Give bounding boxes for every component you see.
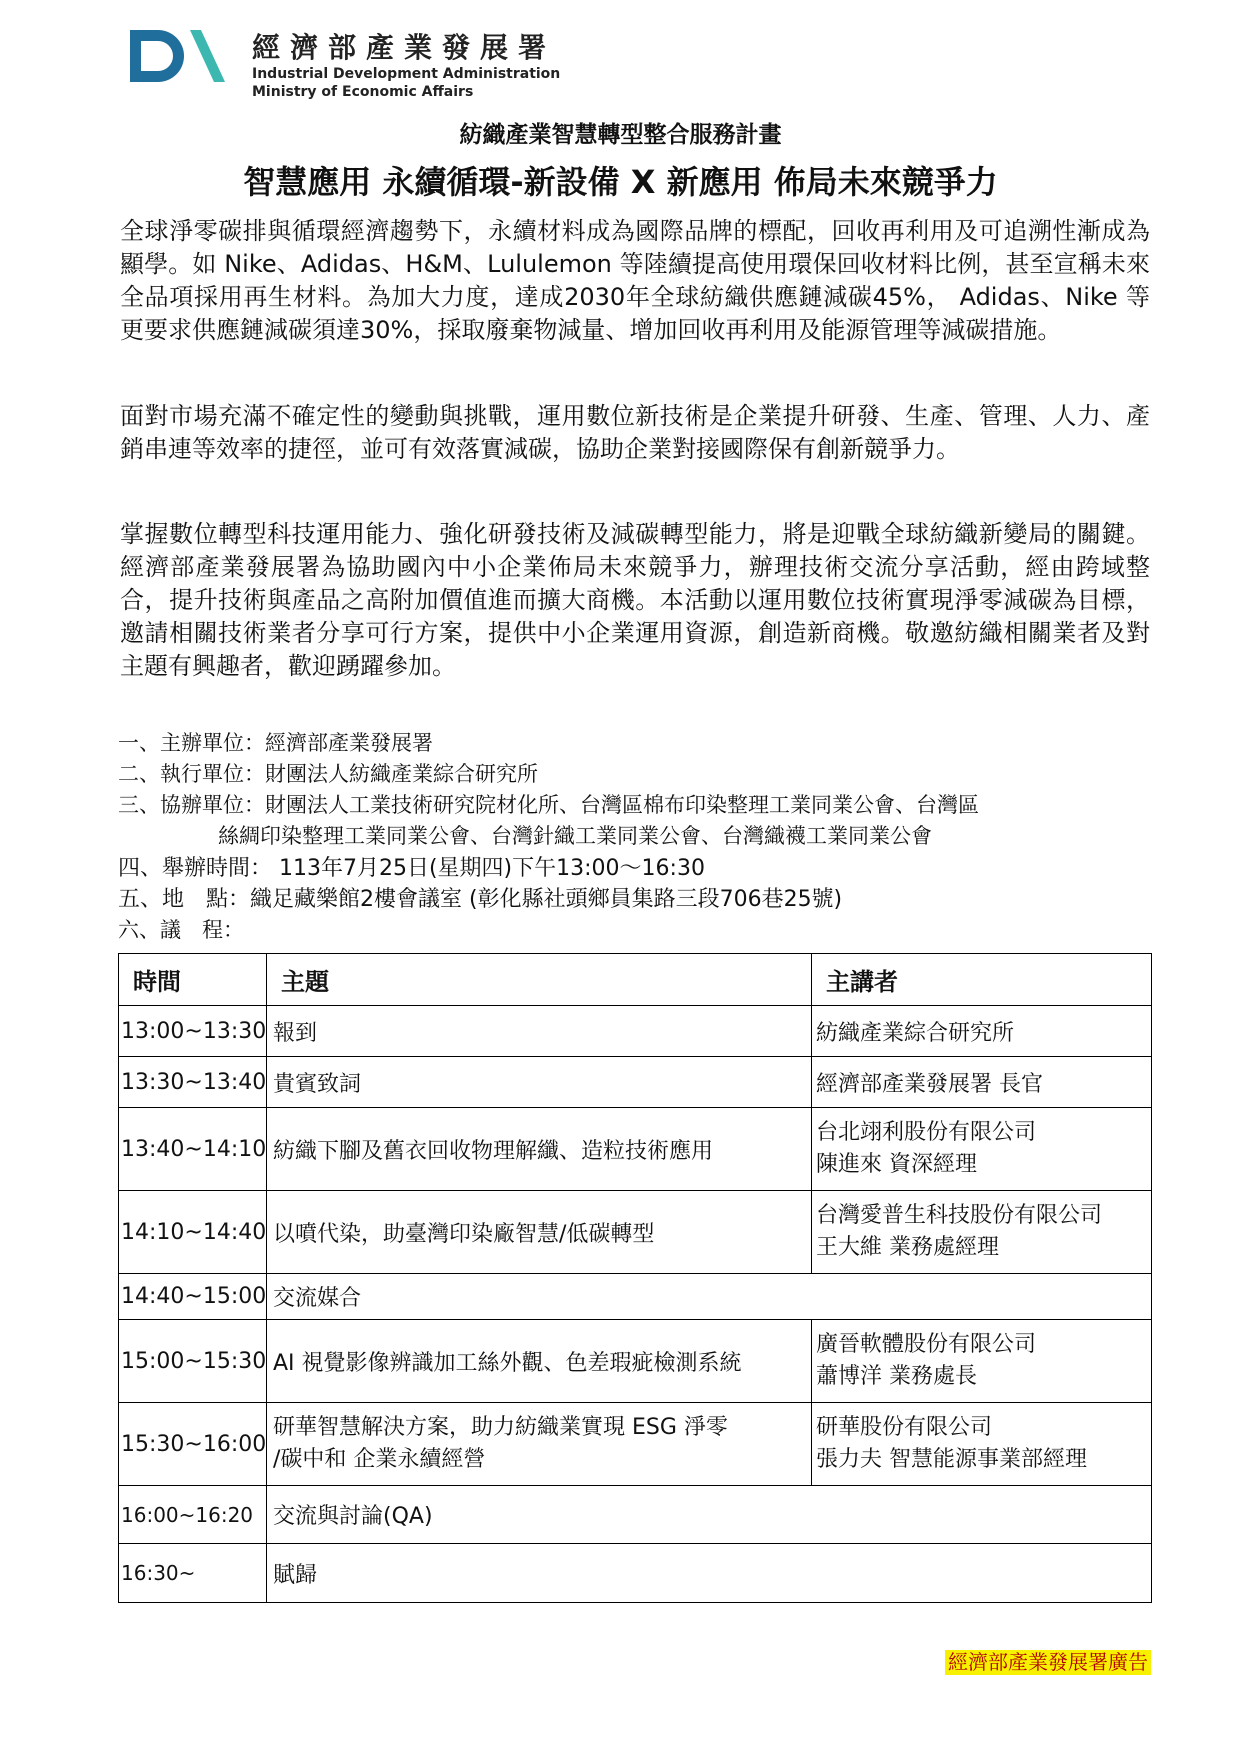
agenda-header-topic: 主題	[267, 954, 812, 1006]
speaker-company: 台北翊利股份有限公司	[816, 1120, 1037, 1145]
agenda-topic: 以噴代染，助臺灣印染廠智慧/低碳轉型	[267, 1191, 812, 1274]
speaker-person: 蕭博洋 業務處長	[816, 1364, 977, 1389]
table-row	[119, 1403, 1152, 1486]
agenda-time: 14:10~14:40	[119, 1191, 267, 1274]
agenda-header-speaker: 主講者	[812, 954, 1152, 1006]
table-row	[119, 1320, 1152, 1403]
agenda-table	[118, 953, 1152, 1603]
org-name-en-line2: Ministry of Economic Affairs	[252, 84, 474, 100]
agenda-time: 13:30~13:40	[119, 1057, 267, 1108]
agenda-speaker	[812, 1191, 1152, 1274]
agenda-topic	[267, 1403, 812, 1486]
agenda-topic: 紡織下腳及舊衣回收物理解纖、造粒技術應用	[267, 1108, 812, 1191]
agenda-header-row	[119, 954, 1152, 1006]
agenda-topic: 交流媒合	[267, 1274, 1152, 1320]
info-co-organizer-line2: 絲綢印染整理工業同業公會、台灣針織工業同業公會、台灣織襪工業同業公會	[218, 824, 932, 848]
agenda-time: 13:40~14:10	[119, 1108, 267, 1191]
info-location: 五、地 點：織足藏樂館2樓會議室 (彰化縣社頭鄉員集路三段706巷25號)	[118, 887, 843, 912]
org-logo	[128, 22, 568, 102]
agenda-time: 16:00~16:20	[119, 1486, 267, 1544]
agenda-speaker	[812, 1403, 1152, 1486]
ida-logo-icon	[128, 28, 228, 84]
speaker-person: 王大維 業務處經理	[816, 1235, 999, 1260]
event-title: 智慧應用 永續循環-新設備 X 新應用 佈局未來競爭力	[243, 163, 998, 201]
agenda-header-time: 時間	[119, 954, 267, 1006]
agenda-speaker	[812, 1320, 1152, 1403]
agenda-topic: AI 視覺影像辨識加工絲外觀、色差瑕疵檢測系統	[267, 1320, 812, 1403]
table-row	[119, 1544, 1152, 1603]
table-row	[119, 1006, 1152, 1057]
table-row	[119, 1191, 1152, 1274]
info-executor: 二、執行單位：財團法人紡織產業綜合研究所	[118, 762, 538, 786]
agenda-time: 15:00~15:30	[119, 1320, 267, 1403]
agenda-topic: 交流與討論(QA)	[267, 1486, 1152, 1544]
agenda-topic-line1: 研華智慧解決方案，助力紡織業實現 ESG 淨零	[273, 1415, 728, 1440]
speaker-person: 張力夫 智慧能源事業部經理	[816, 1447, 1087, 1472]
info-organizer: 一、主辦單位：經濟部產業發展署	[118, 731, 433, 755]
agenda-topic: 貴賓致詞	[267, 1057, 812, 1108]
agenda-time: 14:40~15:00	[119, 1274, 267, 1320]
info-co-organizer	[118, 790, 979, 852]
agenda-speaker: 紡織產業綜合研究所	[812, 1006, 1152, 1057]
agenda-topic: 賦歸	[267, 1544, 1152, 1603]
table-row	[119, 1057, 1152, 1108]
advertisement-label: 經濟部產業發展署廣告	[945, 1650, 1151, 1675]
table-row	[119, 1274, 1152, 1320]
org-name-en-line1: Industrial Development Administration	[252, 66, 561, 82]
info-co-organizer-line1: 三、協辦單位：財團法人工業技術研究院材化所、台灣區棉布印染整理工業同業公會、台灣區	[118, 793, 979, 817]
agenda-time: 13:00~13:30	[119, 1006, 267, 1057]
agenda-time: 16:30~	[119, 1544, 267, 1603]
table-row	[119, 1486, 1152, 1544]
speaker-company: 研華股份有限公司	[816, 1415, 993, 1440]
org-name-cn: 經濟部產業發展署	[252, 31, 557, 64]
table-row	[119, 1108, 1152, 1191]
agenda-speaker: 經濟部產業發展署 長官	[812, 1057, 1152, 1108]
intro-paragraph-3: 掌握數位轉型科技運用能力、強化研發技術及減碳轉型能力，將是迎戰全球紡織新變局的關鍵。經濟部產業發展署為協助國內中小企業佈局未來競爭力，辦理技術交流分享活動，經由跨域整合，提升技術與產品之高附加價值進而擴大商機。本活動以運用數位技術實現淨零減碳為目標，邀請相關技術業者分享可行方案，提供中小企業運用資源，創造新商機。敬邀紡織相關業者及對主題有興趣者，歡迎踴躍參加。	[120, 520, 1150, 680]
project-title: 紡織產業智慧轉型整合服務計畫	[459, 122, 782, 148]
info-agenda-label: 六、議 程：	[118, 918, 244, 942]
agenda-topic-line2: /碳中和 企業永續經營	[273, 1447, 486, 1472]
speaker-company: 廣晉軟體股份有限公司	[816, 1332, 1037, 1357]
info-time: 四、舉辦時間： 113年7月25日(星期四)下午13:00～16:30	[118, 856, 705, 881]
agenda-speaker	[812, 1108, 1152, 1191]
agenda-time: 15:30~16:00	[119, 1403, 267, 1486]
speaker-company: 台灣愛普生科技股份有限公司	[816, 1203, 1103, 1228]
speaker-person: 陳進來 資深經理	[816, 1152, 977, 1177]
agenda-topic: 報到	[267, 1006, 812, 1057]
intro-paragraph-1: 全球淨零碳排與循環經濟趨勢下，永續材料成為國際品牌的標配，回收再利用及可追溯性漸成為顯學。如 Nike、Adidas、H&M、Lululemon 等陸續提高使用環保回收材料比例，甚至宣稱未來全品項採用再生材料。為加大力度，達成2030年全球紡織供應鏈減碳45%， Adidas、Nike 等更要求供應鏈減碳須達30%，採取廢棄物減量、增加回收再利用及能源管理等減碳措施。	[120, 217, 1150, 344]
intro-paragraph-2: 面對市場充滿不確定性的變動與挑戰，運用數位新技術是企業提升研發、生產、管理、人力、產銷串連等效率的捷徑，並可有效落實減碳，協助企業對接國際保有創新競爭力。	[120, 402, 1150, 463]
